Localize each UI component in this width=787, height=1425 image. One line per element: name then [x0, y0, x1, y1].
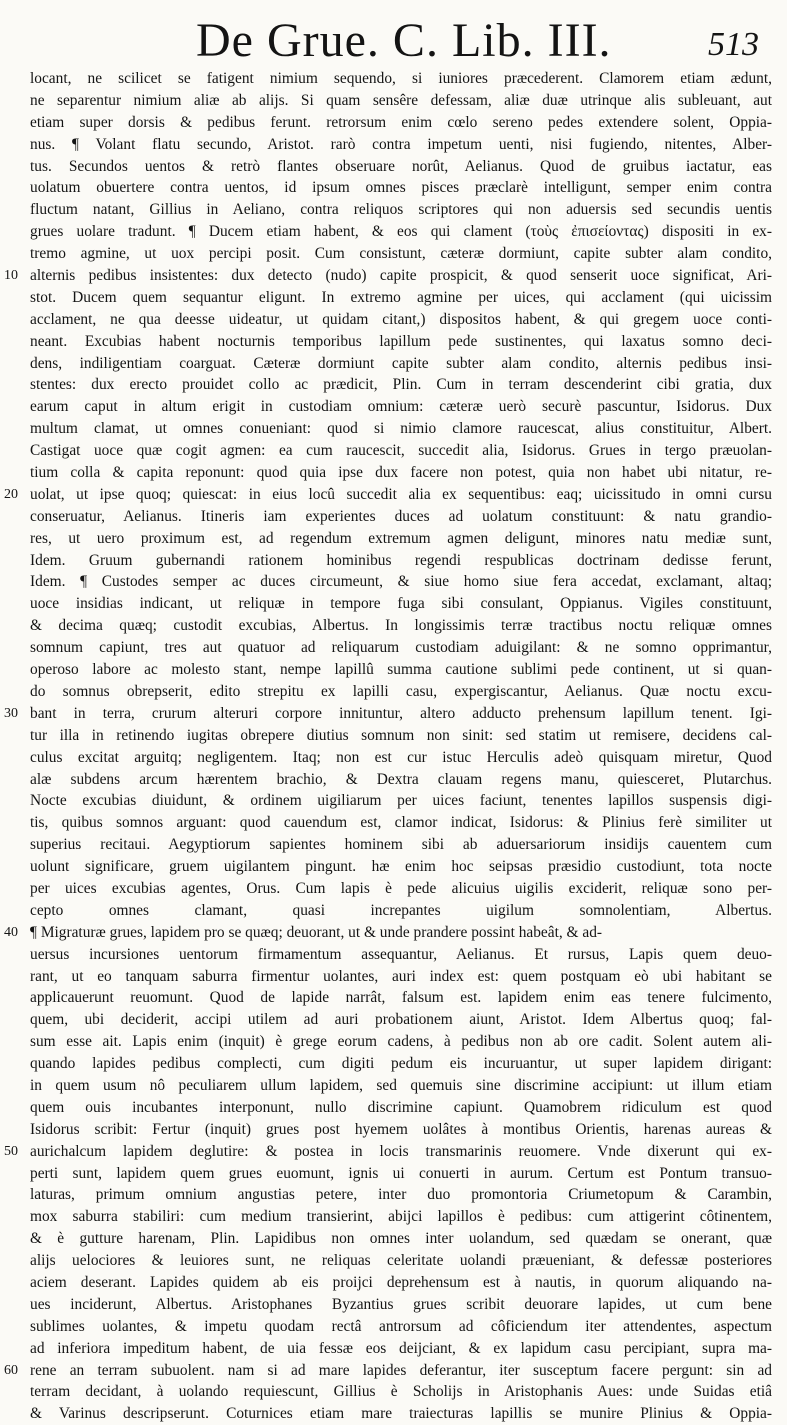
text-line-content: uersus incursiones uentorum firmamentum assequantur, Aelianus. Et rursus, Lapis quem deuo-	[30, 945, 772, 963]
text-line	[30, 462, 772, 484]
text-line	[30, 1381, 772, 1403]
text-line	[30, 331, 772, 353]
text-line-content: fluctum natant, Gillius in Aeliano, contra reliquos scriptores qui non aduersis sed secundis uentis	[30, 201, 772, 219]
running-title: De Grue. C. Lib. III.	[196, 14, 612, 67]
text-line-content: & decima quæq; custodit excubias, Albertus. In longissimis terræ tractibus noctu reliquæ omnes	[30, 617, 772, 635]
text-line-content: alternis pedibus insistentes: dux detecto (nudo) capite prospicit, & quod senserit uoce significat, Ari-	[30, 267, 772, 285]
text-line-content: laturas, primum omnium angustias petere, inter duo promontoria Criumetopum & Carambin,	[30, 1186, 772, 1204]
page-number: 513	[708, 26, 759, 63]
text-line-content: neant. Excubias habent nocturnis temporibus lapillum pede sustinentes, qui laxatus somno deci-	[30, 332, 772, 350]
text-line-content: uolat, ut ipse quoq; quiescat: in eius locû succedit alia ex sequentibus: eaq; uicissitudo in omni cursu	[30, 485, 772, 503]
text-line	[30, 353, 772, 375]
text-line	[30, 681, 772, 703]
text-line	[30, 725, 772, 747]
text-line-content: quem, ubi deciderit, accipi utilem ad auri probationem aiunt, Aristot. Idem Albertus quoq; fal-	[30, 1011, 772, 1029]
text-line-content: perti sunt, lapidem quem grues euomunt, ignis ui conuerti in aurum. Certum est Pontum transuo-	[30, 1164, 772, 1182]
text-line-content: ne separentur nimium aliæ ab alijs. Si quam sensêre defessam, aliæ duæ utrinque alis subleuant, aut	[30, 91, 772, 109]
text-line-content: Nocte excubias diuidunt, & ordinem uigiliarum per uices faciunt, tenentes lapillos suspensis digi-	[30, 792, 772, 810]
text-line-content: Isidorus scribit: Fertur (inquit) grues post hyemem uolâtes à montibus Orientis, harenas aureas &	[30, 1120, 772, 1138]
text-line	[4, 484, 772, 506]
text-line	[30, 615, 772, 637]
text-line	[4, 922, 772, 944]
text-line-content: uolatum obuertere contra uentos, id ipsum omnes pisces præclarè intelligunt, semper enim contra	[30, 179, 772, 197]
text-line-content: ad inferiora impeditum habent, de uia fessæ eos deijciant, & ex lapidum casu percipiant, supra ma-	[30, 1339, 772, 1357]
text-line-content: aurichalcum lapidem deglutire: & postea in locis transmarinis reuomere. Vnde dixerunt qui ex-	[30, 1142, 772, 1160]
text-line-content: alæ subdens arcum hærentem brachio, & Dextra clauam regens manu, quiesceret, Plutarchus.	[30, 770, 772, 788]
text-line-content: multum clamat, ut omnes conueniant: quod si nimio clamore raucescat, alius constituitur, Albert.	[30, 420, 772, 438]
text-line-content: tur illa in retinendo iugitas obrepere diutius somnum non sinit: sed statim ut remisere, decidens cal-	[30, 726, 772, 744]
text-line	[30, 1009, 772, 1031]
text-line	[30, 1031, 772, 1053]
text-line	[30, 856, 772, 878]
text-line	[30, 243, 772, 265]
text-line	[30, 1075, 772, 1097]
text-line-content: etiam super dorsis & pedibus ferunt. retrorsum enim cœlo sereno pedes extendere solent, Oppia-	[30, 113, 772, 131]
text-line	[30, 1184, 772, 1206]
text-line-content: quem ouis incubantes interponunt, nullo discrimine capiunt. Quamobrem ridiculum est quod	[30, 1098, 772, 1116]
text-line	[30, 396, 772, 418]
text-line	[30, 309, 772, 331]
text-line	[30, 440, 772, 462]
text-line	[4, 1141, 772, 1163]
text-line	[30, 221, 772, 243]
text-line-content: tremo agmine, ut uox percipi posit. Cum consistunt, cæteræ dormiunt, capite subter alam condito,	[30, 245, 772, 263]
text-line-content: res, ut uero proximum est, ad regendum extremum agmen deligunt, minores natu mediæ sunt,	[30, 529, 772, 547]
page-header	[0, 8, 787, 74]
text-line	[30, 1403, 772, 1425]
text-line	[30, 659, 772, 681]
text-line-content: earum caput in altum erigit in custodiam omnium: cæteræ uerò securè pascuntur, Isidorus. Dux	[30, 398, 772, 416]
text-line	[30, 1228, 772, 1250]
text-line-content: quando lapides pedibus complecti, cum digiti pedum eis incuruantur, ut super lapidem dirigant:	[30, 1055, 772, 1073]
text-line	[30, 90, 772, 112]
text-line	[30, 1119, 772, 1141]
text-line	[30, 944, 772, 966]
text-line-content: somnum capiunt, tres aut quatuor ad reliquarum custodiam aduigilant: & ne somno opprimantur,	[30, 639, 772, 657]
text-line-content: grues uolare tradunt. ¶ Ducem etiam habent, & eos qui clament (τοὺς ἐπισείοντας) dispositi in ex-	[30, 223, 772, 241]
text-line	[30, 112, 772, 134]
line-number: 10	[4, 268, 18, 284]
text-line-content: Idem. ¶ Custodes semper ac duces circumeunt, & siue homo siue fera accedat, exclamant, altaq;	[30, 573, 772, 591]
text-line	[30, 68, 772, 90]
line-number: 20	[4, 486, 18, 502]
text-line	[30, 1316, 772, 1338]
text-line-content: bant in terra, crurum alteruri corpore innituntur, altero adducto prehensum lapillum tenent. Igi-	[30, 704, 772, 722]
text-line-content: per uices excubias agentes, Orus. Cum lapis è pede alicuius uigilis exciderit, reliquæ sono per-	[30, 879, 772, 897]
text-line-content: cepto omnes clamant, quasi increpantes uigilum somnolentiam, Albertus.	[30, 901, 772, 919]
text-line	[30, 1250, 772, 1272]
text-line-content: dens, indiligentiam coarguat. Cæteræ dormiunt capite subter alam condito, alternis pedibus insi-	[30, 354, 772, 372]
text-line	[30, 571, 772, 593]
text-line-content: in quem usum nô peculiarem ullum lapidem, sed quemuis sine discrimine accipiunt: ut illum etiam	[30, 1076, 772, 1094]
text-line-content: uolunt significare, gruem uigilantem pingunt. hæ enim hoc seipsas præsidio custodiunt, tota nocte	[30, 858, 772, 876]
text-line-content: conseruatur, Aelianus. Itineris iam experientes duces ad uolatum constituunt: & natu grandio-	[30, 507, 772, 525]
text-line	[30, 966, 772, 988]
text-line-content: tium colla & capita reponunt: quod quia ipse dux facere non potest, quia non habet ubi nitatur, re-	[30, 464, 772, 482]
text-line	[30, 506, 772, 528]
text-line-content: tis, quibus somnos arguant: quod cauendum est, clamor indicat, Isidorus: & Plinius ferè similiter ut	[30, 814, 772, 832]
text-line	[30, 374, 772, 396]
text-line	[30, 287, 772, 309]
text-line-content: do somnus obrepserit, edito strepitu ex lapilli casu, expergiscantur, Aelianus. Quæ noctu excu-	[30, 682, 772, 700]
text-line-content: sum esse ait. Lapis enim (inquit) è grege eorum cadens, à pedibus non ab ore cadit. Solent autem ali-	[30, 1033, 772, 1051]
text-line	[30, 1272, 772, 1294]
line-number: 30	[4, 705, 18, 721]
text-line	[30, 637, 772, 659]
text-line-content: sublimes uolantes, & impetu quodam rectâ antrorsum ad côficiendum iter attendentes, aspectum	[30, 1317, 772, 1335]
text-line	[30, 1338, 772, 1360]
text-line	[30, 1053, 772, 1075]
text-line	[30, 747, 772, 769]
text-line-content: ues inciderunt, Albertus. Aristophanes Byzantius grues scribit deuorare lapides, ut cum bene	[30, 1295, 772, 1313]
text-line-content: mox saburra stabiliri: cum medium transierint, abijci lapillos è pedibus: cum attigerint côtinentem,	[30, 1208, 772, 1226]
text-line	[4, 1360, 772, 1382]
text-line-content: terram decidant, à uolando requiescunt, Gillius è Scholijs in Aristophanis Aues: unde Suidas etiâ	[30, 1383, 772, 1401]
text-line	[30, 790, 772, 812]
text-line	[30, 900, 772, 922]
line-number: 60	[4, 1362, 18, 1378]
text-line	[30, 177, 772, 199]
text-line-content: & è gutture harenam, Plin. Lapidibus non omnes inter uolandum, sed quædam se onerant, quæ	[30, 1230, 772, 1248]
text-line	[30, 1206, 772, 1228]
text-line-content: & Varinus descripserunt. Coturnices etiam mare traiecturas lapillis se munire Plinius & Oppia-	[30, 1405, 772, 1423]
text-line-content: stentes: dux erecto prouidet collo ac prædicit, Plin. Cum in terram descenderint cibi gratia, dux	[30, 376, 772, 394]
line-number: 50	[4, 1143, 18, 1159]
text-line-content: superius recitaui. Aegyptiorum sapientes hominem sibi ab aduersariorum insidijs cauentem cum	[30, 836, 772, 854]
text-line-content: applicauerunt reuomunt. Quod de lapide narrât, falsum est. lapidem enim eas tenere fulcimento,	[30, 989, 772, 1007]
text-line-content: operoso labore ac molesto stant, nempe lapillû summa cautione sublimi pede continent, ut si quan-	[30, 661, 772, 679]
text-line	[30, 769, 772, 791]
text-line-content: stot. Ducem quem sequantur eligunt. In extremo agmine per uices, qui acclament (qui uicissim	[30, 288, 772, 306]
text-line-content: locant, ne scilicet se fatigent nimium sequendo, si iuniores præcederent. Clamorem etiam ædunt,	[30, 70, 772, 87]
text-line-content: Idem. Gruum gubernandi rationem hominibus regendi respublicas doctrinam dedisse ferunt,	[30, 551, 772, 569]
text-line	[30, 199, 772, 221]
text-line	[30, 1097, 772, 1119]
text-line	[30, 1294, 772, 1316]
text-line-content: aciem deserant. Lapides quidem ab eis proijci deprehensum est à nautis, in quorum aliquando na-	[30, 1273, 772, 1291]
line-number: 40	[4, 924, 18, 940]
text-line	[30, 528, 772, 550]
text-line-content: culus excitat arguitq; negligentem. Itaq; non est cur istuc Herculis adeò quisquam miretur, Quod	[30, 748, 772, 766]
text-line	[30, 134, 772, 156]
text-line	[30, 156, 772, 178]
text-line-content: rant, ut eo tanquam saburra firmentur uolantes, auri index est: quem postquam eò ubi habitant se	[30, 967, 772, 985]
text-line	[30, 812, 772, 834]
text-line	[30, 878, 772, 900]
text-line	[4, 703, 772, 725]
text-line-content: nus. ¶ Volant flatu secundo, Aristot. rarò contra impetum uenti, nisi fugiendo, nitentes, Alber-	[30, 135, 772, 153]
text-line	[30, 834, 772, 856]
body-text	[4, 68, 772, 1425]
text-line	[30, 1163, 772, 1185]
text-line-content: rene an terram subuolent. nam si ad mare lapides deferantur, iter susceptum facere pergunt: sin ad	[30, 1361, 772, 1379]
text-line-content: uoce insidias indicant, ut reliquæ in tempore fuga sibi consulant, Oppianus. Vigiles constituunt,	[30, 595, 772, 613]
text-line	[4, 265, 772, 287]
text-line-content: Castigat uoce quæ cogit agmen: ea cum raucescit, succedit alia, Isidorus. Grues in tergo præuolan-	[30, 442, 772, 460]
text-line	[30, 593, 772, 615]
text-line-content: ¶ Migraturæ grues, lapidem pro se quæq; deuorant, ut & unde prandere possint habeât, & ad-	[30, 923, 603, 941]
text-line	[30, 418, 772, 440]
text-line	[30, 987, 772, 1009]
text-line-content: alijs uelociores & leuiores sunt, ne reliquas celeritate uolandi præueniant, & defessæ posteriores	[30, 1252, 772, 1270]
text-line-content: tus. Secundos uentos & retrò flantes obseruare norût, Aelianus. Quod de gruibus iactatur, eas	[30, 157, 772, 175]
text-line-content: acclament, ne qua deesse uideatur, ut quidam citant,) dispositos habent, & qui gregem uoce conti-	[30, 310, 772, 328]
text-line	[30, 550, 772, 572]
